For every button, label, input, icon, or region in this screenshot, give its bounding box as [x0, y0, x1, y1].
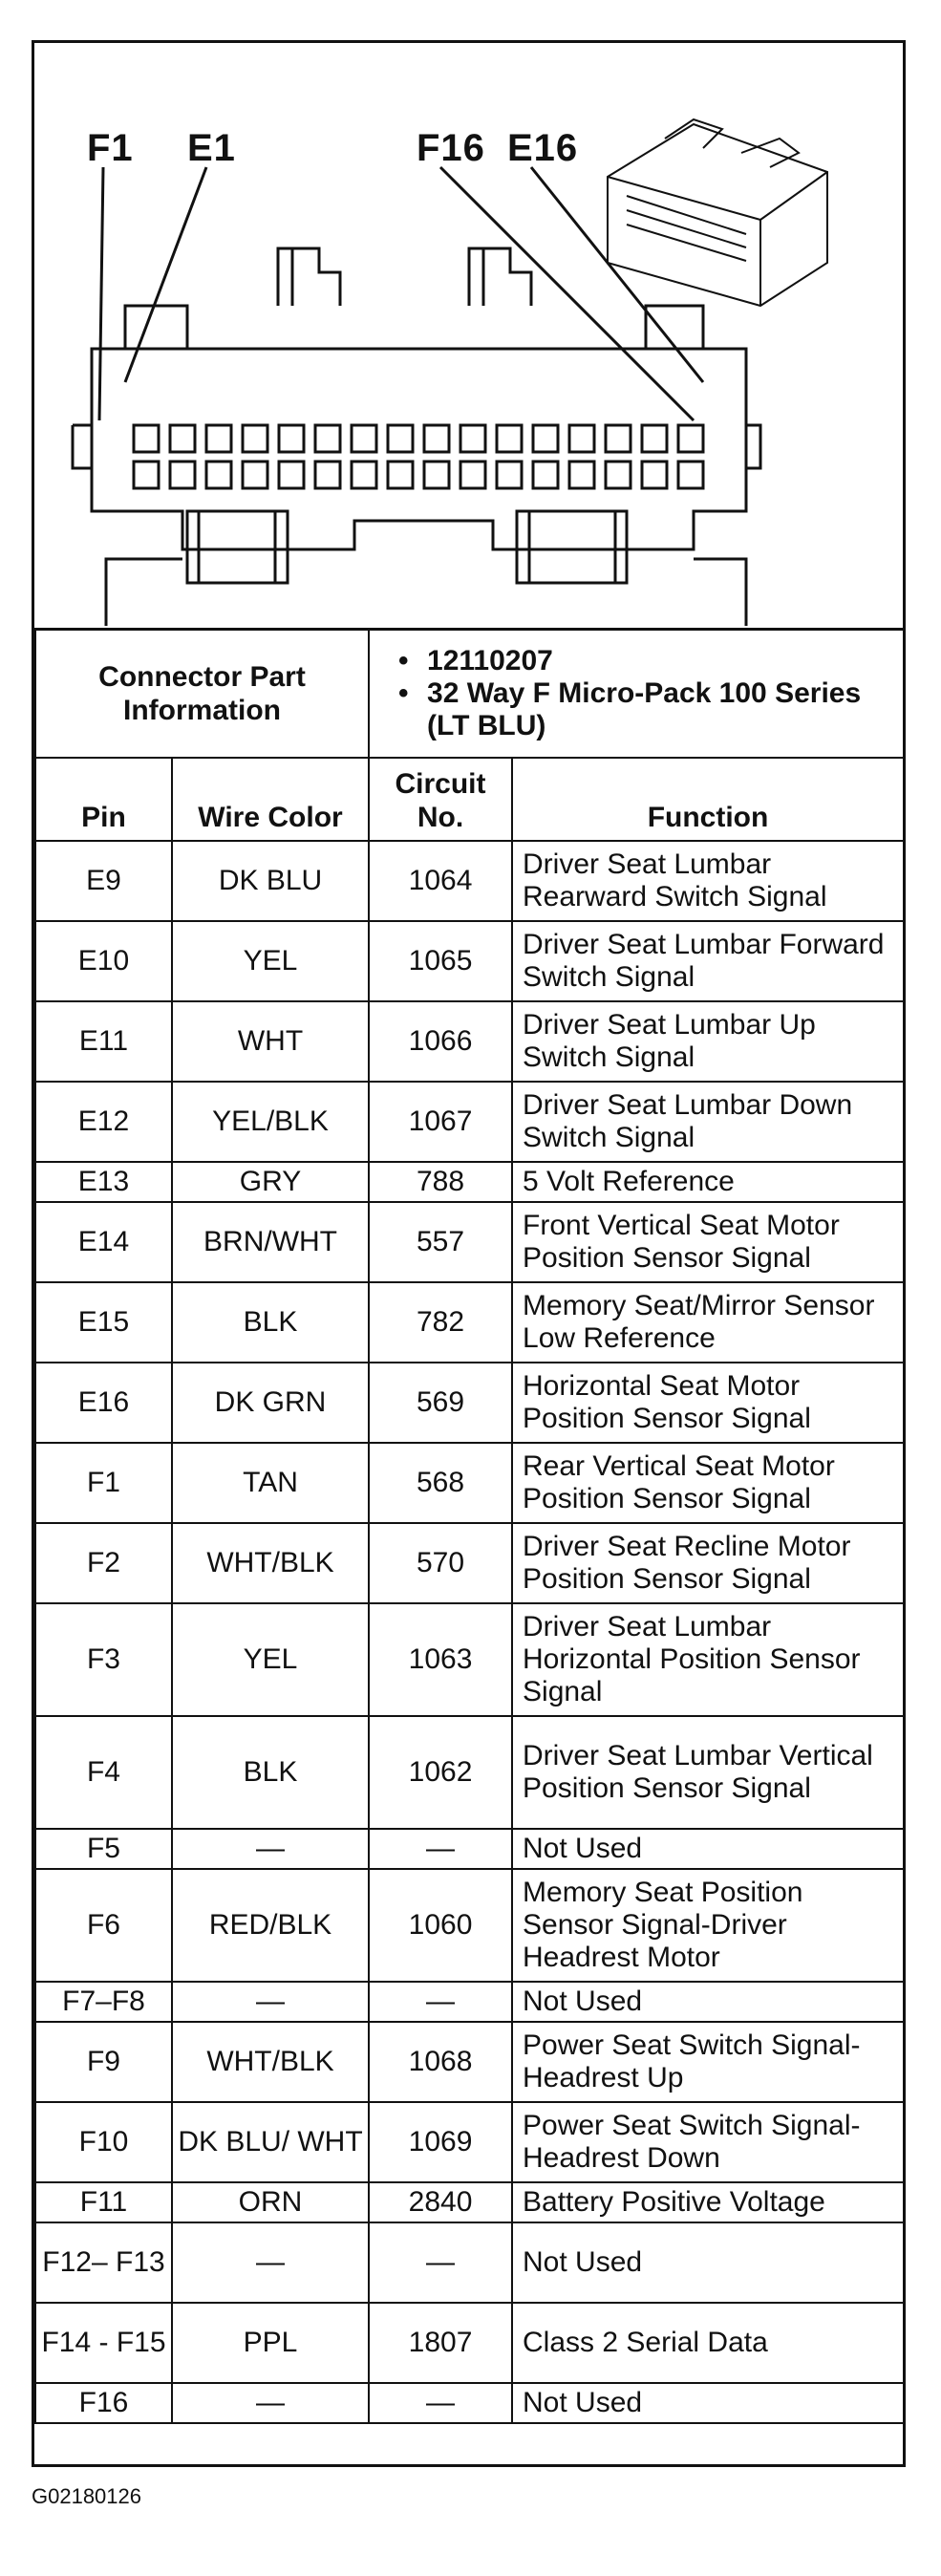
cell-function: 5 Volt Reference — [512, 1162, 904, 1202]
cell-pin: E15 — [35, 1282, 172, 1363]
pin-label-f1: F1 — [87, 127, 134, 169]
cell-pin: F7–F8 — [35, 1982, 172, 2022]
table-row — [35, 841, 904, 921]
cell-circuit: 1067 — [369, 1082, 512, 1162]
pin-cavity-f — [388, 462, 413, 488]
cell-circuit: 568 — [369, 1443, 512, 1523]
table-row — [35, 1716, 904, 1829]
figure-code: G02180126 — [32, 2484, 141, 2508]
cell-function: Driver Seat Lumbar Rearward Switch Signal — [512, 841, 904, 921]
connector-sheet — [32, 40, 906, 2467]
pinout-table — [34, 628, 905, 2424]
cell-function: Driver Seat Lumbar Up Switch Signal — [512, 1001, 904, 1082]
cell-function: Driver Seat Lumbar Forward Switch Signal — [512, 921, 904, 1001]
pin-cavity-e — [642, 425, 667, 452]
table-row — [35, 1829, 904, 1869]
pin-cavity-f — [424, 462, 449, 488]
table-row — [35, 1202, 904, 1282]
cell-function: Memory Seat Position Sensor Signal-Driver Headrest Motor — [512, 1869, 904, 1982]
pin-cavity-f — [678, 462, 703, 488]
cell-function: Driver Seat Recline Motor Position Sensor Signal — [512, 1523, 904, 1603]
table-row — [35, 2222, 904, 2303]
pin-cavity-e — [497, 425, 522, 452]
cell-pin: E9 — [35, 841, 172, 921]
cell-wire-color: WHT/BLK — [172, 1523, 369, 1603]
table-row — [35, 2303, 904, 2383]
cell-circuit: — — [369, 2222, 512, 2303]
header-circuit: Circuit No. — [369, 758, 512, 841]
cell-function: Not Used — [512, 2222, 904, 2303]
pin-cavity-f — [279, 462, 304, 488]
cell-pin: F1 — [35, 1443, 172, 1523]
table-row — [35, 1443, 904, 1523]
cell-wire-color: YEL — [172, 921, 369, 1001]
pin-cavity-e — [279, 425, 304, 452]
cell-circuit: — — [369, 2383, 512, 2423]
pin-cavity-e — [460, 425, 485, 452]
table-row — [35, 921, 904, 1001]
pin-cavity-f — [134, 462, 159, 488]
pin-cavity-f — [206, 462, 231, 488]
header-wire-color: Wire Color — [172, 758, 369, 841]
cell-wire-color: ORN — [172, 2182, 369, 2222]
cell-pin: F11 — [35, 2182, 172, 2222]
cell-wire-color: — — [172, 1829, 369, 1869]
pin-cavity-e — [315, 425, 340, 452]
cell-circuit: 1062 — [369, 1716, 512, 1829]
cell-wire-color: WHT/BLK — [172, 2022, 369, 2102]
pin-cavity-e — [388, 425, 413, 452]
cell-circuit: 1068 — [369, 2022, 512, 2102]
cell-function: Rear Vertical Seat Motor Position Sensor Signal — [512, 1443, 904, 1523]
cell-wire-color: RED/BLK — [172, 1869, 369, 1982]
cell-pin: F14 - F15 — [35, 2303, 172, 2383]
cell-circuit: — — [369, 1829, 512, 1869]
part-info-title: Connector Part Information — [35, 629, 369, 758]
header-row — [35, 758, 904, 841]
pin-cavity-f — [352, 462, 376, 488]
cell-pin: E14 — [35, 1202, 172, 1282]
part-number: • 12110207 — [398, 645, 903, 677]
pin-cavity-e — [170, 425, 195, 452]
cell-wire-color: PPL — [172, 2303, 369, 2383]
table-row — [35, 2022, 904, 2102]
table-row — [35, 1982, 904, 2022]
cell-pin: F10 — [35, 2102, 172, 2182]
cell-wire-color: — — [172, 2383, 369, 2423]
pin-cavity-e — [134, 425, 159, 452]
pin-cavity-f — [533, 462, 558, 488]
cell-circuit: 1060 — [369, 1869, 512, 1982]
cell-pin: F4 — [35, 1716, 172, 1829]
pin-cavity-f — [497, 462, 522, 488]
cell-pin: F16 — [35, 2383, 172, 2423]
cell-function: Power Seat Switch Signal-Headrest Down — [512, 2102, 904, 2182]
cell-circuit: 1069 — [369, 2102, 512, 2182]
cell-pin: E16 — [35, 1363, 172, 1443]
cell-circuit: 1065 — [369, 921, 512, 1001]
cell-pin: E13 — [35, 1162, 172, 1202]
cell-pin: F3 — [35, 1603, 172, 1716]
pin-cavity-f — [606, 462, 631, 488]
cell-wire-color: DK GRN — [172, 1363, 369, 1443]
table-row — [35, 2182, 904, 2222]
table-row — [35, 1363, 904, 1443]
table-row — [35, 1001, 904, 1082]
pin-cavity-f — [569, 462, 594, 488]
part-info-row — [35, 629, 904, 758]
connector-diagram — [34, 43, 903, 631]
table-row — [35, 1282, 904, 1363]
cell-pin: F12– F13 — [35, 2222, 172, 2303]
cell-function: Not Used — [512, 1982, 904, 2022]
cell-wire-color: — — [172, 2222, 369, 2303]
table-row — [35, 1523, 904, 1603]
cell-pin: F2 — [35, 1523, 172, 1603]
pin-label-e16: E16 — [507, 127, 579, 169]
cell-pin: F6 — [35, 1869, 172, 1982]
part-description: • 32 Way F Micro-Pack 100 Series (LT BLU) — [398, 677, 903, 742]
cell-wire-color: YEL — [172, 1603, 369, 1716]
cell-circuit: 782 — [369, 1282, 512, 1363]
cell-circuit: 1066 — [369, 1001, 512, 1082]
part-info-cell — [369, 629, 904, 758]
pin-cavity-f — [315, 462, 340, 488]
cell-wire-color: GRY — [172, 1162, 369, 1202]
pin-cavity-e — [533, 425, 558, 452]
header-pin: Pin — [35, 758, 172, 841]
cell-wire-color: YEL/BLK — [172, 1082, 369, 1162]
cell-pin: F9 — [35, 2022, 172, 2102]
pin-cavity-f — [642, 462, 667, 488]
cell-circuit: — — [369, 1982, 512, 2022]
cell-pin: F5 — [35, 1829, 172, 1869]
cell-pin: E12 — [35, 1082, 172, 1162]
cell-function: Front Vertical Seat Motor Position Sensor Signal — [512, 1202, 904, 1282]
cell-circuit: 788 — [369, 1162, 512, 1202]
cell-circuit: 2840 — [369, 2182, 512, 2222]
table-row — [35, 1082, 904, 1162]
cell-circuit: 557 — [369, 1202, 512, 1282]
table-row — [35, 1603, 904, 1716]
cell-function: Driver Seat Lumbar Vertical Position Sensor Signal — [512, 1716, 904, 1829]
cell-function: Power Seat Switch Signal-Headrest Up — [512, 2022, 904, 2102]
cell-wire-color: DK BLU — [172, 841, 369, 921]
cell-circuit: 1063 — [369, 1603, 512, 1716]
cell-wire-color: BLK — [172, 1716, 369, 1829]
pin-cavity-e — [243, 425, 267, 452]
cell-function: Not Used — [512, 2383, 904, 2423]
cell-wire-color: DK BLU/ WHT — [172, 2102, 369, 2182]
cell-wire-color: WHT — [172, 1001, 369, 1082]
cell-circuit: 569 — [369, 1363, 512, 1443]
pin-cavity-e — [569, 425, 594, 452]
pin-cavity-f — [170, 462, 195, 488]
cell-function: Not Used — [512, 1829, 904, 1869]
header-function: Function — [512, 758, 904, 841]
cell-circuit: 1807 — [369, 2303, 512, 2383]
pin-label-f16: F16 — [417, 127, 485, 169]
cell-wire-color: TAN — [172, 1443, 369, 1523]
table-row — [35, 1162, 904, 1202]
cell-wire-color: BRN/WHT — [172, 1202, 369, 1282]
pin-cavity-e — [678, 425, 703, 452]
table-row — [35, 2383, 904, 2423]
cell-function: Class 2 Serial Data — [512, 2303, 904, 2383]
cell-pin: E11 — [35, 1001, 172, 1082]
cell-function: Driver Seat Lumbar Down Switch Signal — [512, 1082, 904, 1162]
pin-cavity-e — [424, 425, 449, 452]
cell-function: Horizontal Seat Motor Position Sensor Signal — [512, 1363, 904, 1443]
pin-label-e1: E1 — [187, 127, 236, 169]
cell-function: Driver Seat Lumbar Horizontal Position Sensor Signal — [512, 1603, 904, 1716]
cell-pin: E10 — [35, 921, 172, 1001]
cell-circuit: 570 — [369, 1523, 512, 1603]
table-row — [35, 1869, 904, 1982]
cell-function: Battery Positive Voltage — [512, 2182, 904, 2222]
cell-circuit: 1064 — [369, 841, 512, 921]
cell-wire-color: — — [172, 1982, 369, 2022]
pin-cavity-e — [352, 425, 376, 452]
pin-cavity-e — [206, 425, 231, 452]
pin-cavity-f — [460, 462, 485, 488]
pin-cavity-f — [243, 462, 267, 488]
cell-function: Memory Seat/Mirror Sensor Low Reference — [512, 1282, 904, 1363]
cell-wire-color: BLK — [172, 1282, 369, 1363]
pin-cavity-e — [606, 425, 631, 452]
table-row — [35, 2102, 904, 2182]
